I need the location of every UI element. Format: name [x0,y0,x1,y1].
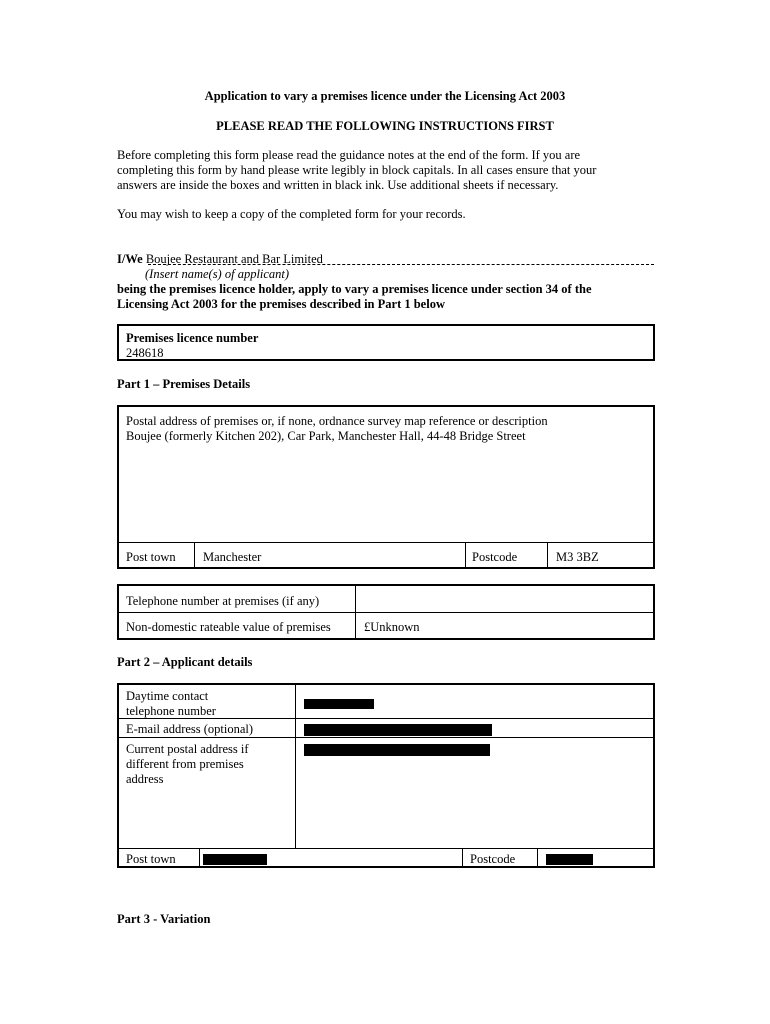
premises-address-box [117,405,655,569]
divider [194,542,195,567]
premises-contact-box [117,584,655,640]
part3-heading: Part 3 - Variation [117,912,211,926]
redacted-post-town [203,854,267,865]
statement-line: being the premises licence holder, apply to vary a premises licence under section 34 of the [117,282,592,296]
telephone-value[interactable] [357,592,371,596]
rateable-value[interactable]: £Unknown [364,620,420,634]
redacted-postcode [546,854,593,865]
email-label: E-mail address (optional) [126,722,254,736]
redacted-phone [304,699,374,709]
intro-line: Before completing this form please read the guidance notes at the end of the form. If you are [117,148,581,162]
divider [119,612,653,613]
instructions-heading: PLEASE READ THE FOLLOWING INSTRUCTIONS FIRST [216,119,554,133]
divider [119,542,653,543]
daytime-phone-label: Daytime contact telephone number [126,689,216,718]
postcode-value[interactable]: M3 3BZ [556,550,599,564]
telephone-label: Telephone number at premises (if any) [126,594,320,608]
applicant-name-underline [148,264,654,265]
divider [295,685,296,848]
statement-line: Licensing Act 2003 for the premises described in Part 1 below [117,297,445,311]
premises-address-value[interactable]: Boujee (formerly Kitchen 202), Car Park, Manchester Hall, 44-48 Bridge Street [126,429,526,443]
redacted-address [304,744,490,756]
part1-heading: Part 1 – Premises Details [117,377,251,391]
part2-heading: Part 2 – Applicant details [117,655,253,669]
licence-number-label: Premises licence number [126,331,259,345]
divider [537,848,538,866]
applicant-prefix: I/We [117,252,143,266]
postcode-label: Postcode [470,852,516,866]
intro-paragraph [117,148,657,193]
divider [199,848,200,866]
rateable-value-label: Non-domestic rateable value of premises [126,620,331,634]
post-town-label: Post town [126,852,176,866]
intro-line: completing this form by hand please write legibly in block capitals. In all cases ensure that your [117,163,597,177]
divider [547,542,548,567]
applicant-name[interactable]: Boujee Restaurant and Bar Limited [145,252,323,266]
licence-number-box [117,324,655,361]
applicant-details-box [117,683,655,868]
intro-line: answers are inside the boxes and written in black ink. Use additional sheets if necessary. [117,178,559,192]
insert-name-note: (Insert name(s) of applicant) [145,267,290,281]
premises-address-label: Postal address of premises or, if none, ordnance survey map reference or description [126,414,548,428]
post-town-value[interactable]: Manchester [203,550,262,564]
postcode-label: Postcode [472,550,518,564]
copy-note: You may wish to keep a copy of the completed form for your records. [117,207,466,221]
current-address-label: Current postal address if different from premises address [126,742,249,786]
redacted-email [304,724,492,736]
divider [355,586,356,638]
licence-number-value[interactable]: 248618 [126,346,164,360]
form-title: Application to vary a premises licence under the Licensing Act 2003 [204,89,566,103]
applicant-statement [117,282,657,312]
post-town-label: Post town [126,550,176,564]
